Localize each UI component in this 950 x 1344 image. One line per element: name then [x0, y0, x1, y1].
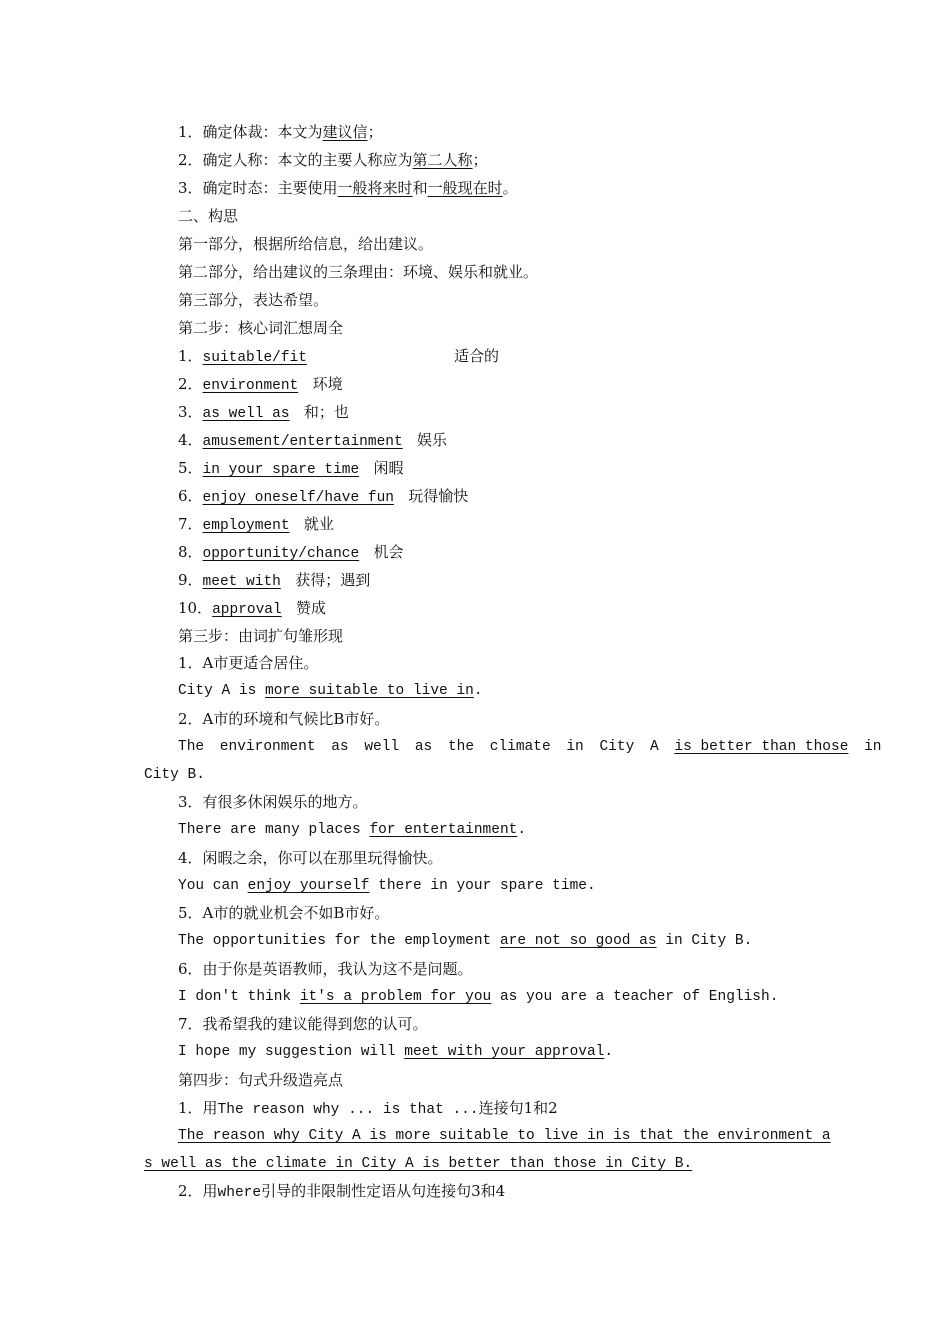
- vocab-meaning: 获得；遇到: [295, 571, 371, 589]
- step4-question-1: 1．用The reason why ... is that ...连接句1和2: [178, 1099, 558, 1118]
- vocab-item: 10．approval 赞成: [178, 599, 327, 618]
- step2-heading: 第二步：核心词汇想周全: [178, 319, 344, 337]
- sentence-en: I don't think it's a problem for you as you are a teacher of English.: [178, 989, 779, 1005]
- sentence-answer: for entertainment: [369, 822, 518, 838]
- genre-answer: 建议信: [322, 123, 368, 141]
- sentence-answer: more suitable to live in: [265, 683, 474, 699]
- sentence-en: You can enjoy yourself there in your spare time.: [178, 878, 596, 894]
- tense-answer-1: 一般将来时: [337, 179, 413, 197]
- vocab-meaning: 机会: [373, 543, 404, 561]
- vocab-item: 4．amusement/entertainment 娱乐: [178, 431, 448, 450]
- vocab-item: 1．suitable/fit 适合的: [178, 347, 500, 366]
- vocab-word: meet with: [202, 574, 281, 590]
- vocab-meaning: 赞成: [296, 599, 327, 617]
- vocab-meaning: 闲暇: [373, 459, 404, 477]
- sentence-en-cont: City B.: [144, 767, 205, 783]
- section-heading: 二、构思: [178, 207, 239, 225]
- vocab-meaning: 适合的: [454, 347, 500, 365]
- tense-answer-2: 一般现在时: [427, 179, 503, 197]
- person-answer: 第二人称: [412, 151, 473, 169]
- sentence-answer: is better than those: [674, 739, 849, 755]
- vocab-item: 8．opportunity/chance 机会: [178, 543, 404, 562]
- sentence-cn: 7．我希望我的建议能得到您的认可。: [178, 1015, 428, 1033]
- sentence-cn: 3．有很多休闲娱乐的地方。: [178, 793, 368, 811]
- vocab-meaning: 环境: [312, 375, 343, 393]
- step4-answer-1-line1: The reason why City A is more suitable to live in is that the environment a: [178, 1128, 831, 1144]
- vocab-meaning: 和；也: [303, 403, 349, 421]
- vocab-word: enjoy oneself/have fun: [202, 490, 394, 506]
- sentence-answer: are not so good as: [499, 933, 657, 949]
- sentence-en: City A is more suitable to live in.: [178, 683, 483, 699]
- vocab-word: opportunity/chance: [202, 546, 360, 562]
- vocab-word: employment: [202, 518, 290, 534]
- step-person: 2．确定人称：本文的主要人称应为第二人称；: [178, 151, 488, 169]
- sentence-cn: 6．由于你是英语教师，我认为这不是问题。: [178, 960, 473, 978]
- sentence-cn: 5．A市的就业机会不如B市好。: [178, 904, 390, 922]
- vocab-item: 5．in your spare time 闲暇: [178, 459, 404, 478]
- vocab-item: 6．enjoy oneself/have fun 玩得愉快: [178, 487, 469, 506]
- step-genre: 1．确定体裁：本文为建议信；: [178, 123, 383, 141]
- outline-part-1: 第一部分，根据所给信息，给出建议。: [178, 235, 434, 253]
- vocab-word: approval: [212, 602, 282, 618]
- vocab-word: in your spare time: [202, 462, 360, 478]
- sentence-en: I hope my suggestion will meet with your approval.: [178, 1044, 614, 1060]
- step4-answer-1-line2: s well as the climate in City A is better than those in City B.: [144, 1156, 693, 1172]
- sentence-en: There are many places for entertainment.: [178, 822, 527, 838]
- step4-question-2: 2．用where引导的非限制性定语从句连接句3和4: [178, 1182, 506, 1201]
- sentence-cn: 4．闲暇之余，你可以在那里玩得愉快。: [178, 849, 443, 867]
- sentence-answer: enjoy yourself: [247, 878, 370, 894]
- step4-heading: 第四步：句式升级造亮点: [178, 1071, 344, 1089]
- step-tense: 3．确定时态：主要使用一般将来时和一般现在时。: [178, 179, 518, 197]
- outline-part-3: 第三部分，表达希望。: [178, 291, 329, 309]
- vocab-meaning: 就业: [303, 515, 334, 533]
- vocab-word: as well as: [202, 406, 290, 422]
- vocab-word: environment: [202, 378, 299, 394]
- sentence-en: The environment as well as the climate in City A is better than those in: [178, 739, 882, 755]
- sentence-answer: meet with your approval: [404, 1044, 605, 1060]
- vocab-item: 3．as well as 和；也: [178, 403, 349, 422]
- sentence-cn: 2．A市的环境和气候比B市好。: [178, 710, 390, 728]
- sentence-cn: 1．A市更适合居住。: [178, 654, 319, 672]
- sentence-en: The opportunities for the employment are not so good as in City B.: [178, 933, 753, 949]
- vocab-word: suitable/fit: [202, 350, 307, 366]
- step3-heading: 第三步：由词扩句雏形现: [178, 627, 344, 645]
- vocab-word: amusement/entertainment: [202, 434, 403, 450]
- outline-part-2: 第二部分，给出建议的三条理由：环境、娱乐和就业。: [178, 263, 539, 281]
- vocab-item: 9．meet with 获得；遇到: [178, 571, 371, 590]
- sentence-answer: it's a problem for you: [299, 989, 492, 1005]
- vocab-meaning: 娱乐: [417, 431, 448, 449]
- vocab-item: 2．environment 环境: [178, 375, 343, 394]
- vocab-meaning: 玩得愉快: [408, 487, 469, 505]
- vocab-item: 7．employment 就业: [178, 515, 334, 534]
